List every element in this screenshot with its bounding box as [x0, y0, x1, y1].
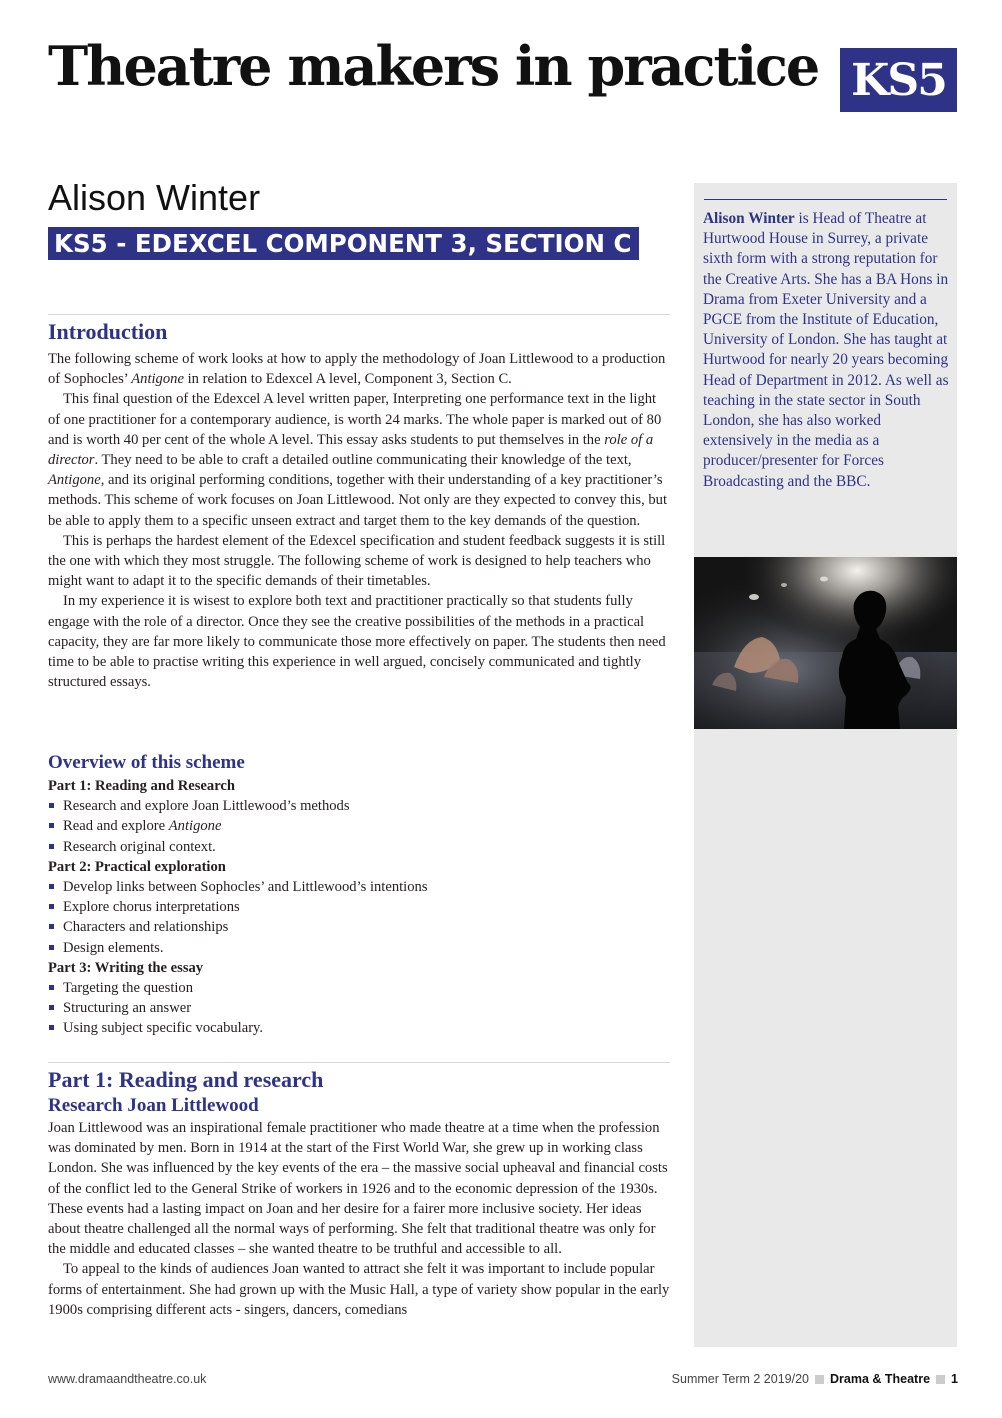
list-item: Develop links between Sophocles’ and Littlewood’s intentions — [48, 877, 670, 897]
rehearsal-photo — [694, 557, 957, 729]
part1-paragraph: Joan Littlewood was an inspirational female practitioner who made theatre at a time when the profession was dominated by men. Born in 1914 at the start of the First World War, she grew up in working class London. She was influenced by the key events of the era – the massive social upheaval and financial costs of the conflict led to the General Strike of workers in 1926 and to the economic depression of the 1930s. These events had a lasting impact on Joan and her desire for a fairer more inclusive society. Her ideas about theatre challenged all the normal ways of performing. She felt that traditional theatre was only for the middle and educated classes – she wanted theatre to be truthful and accessible to all. — [48, 1120, 668, 1258]
author-name: Alison Winter — [48, 177, 261, 218]
overview-section — [48, 751, 670, 1039]
part1-body — [48, 1118, 670, 1320]
overview-heading: Overview of this scheme — [48, 752, 245, 773]
intro-paragraph: In my experience it is wisest to explore both text and practitioner practically so that students fully engage with the role of a director. Once they see the creative possibilities of the methods in a practical capacity, they are far more likely to communicate those more effectively on paper. The students then need time to be able to practise writing this experience in well argued, concisely communicated and tightly structured essays. — [48, 593, 666, 691]
part1-section — [48, 1067, 670, 1320]
footer-url: www.dramaandtheatre.co.uk — [48, 1372, 207, 1386]
separator-square-icon — [936, 1375, 945, 1384]
list-item: Research and explore Joan Littlewood’s methods — [48, 796, 670, 816]
bio-name: Alison Winter — [703, 210, 795, 227]
footer-term: Summer Term 2 2019/20 — [671, 1372, 809, 1386]
intro-paragraph: This is perhaps the hardest element of the Edexcel specification and student feedback suggests it is still the one with which they most struggle. The following scheme of work is designed to help teachers who might want to adapt it to the specific demands of their timetables. — [48, 532, 666, 590]
list-item: Structuring an answer — [48, 998, 670, 1018]
overview-part2-title: Part 2: Practical exploration — [48, 858, 226, 875]
part1-paragraph: To appeal to the kinds of audiences Joan wanted to attract she felt it was important to include popular forms of entertainment. She had grown up with the Music Hall, a type of variety show popular in the early 1900s comprising different acts - singers, dancers, comedians — [48, 1261, 670, 1318]
footer-brand: Drama & Theatre — [830, 1372, 931, 1386]
introduction-heading: Introduction — [48, 319, 168, 344]
author-bio — [703, 209, 953, 492]
introduction-section — [48, 319, 670, 692]
footer-info — [672, 1372, 958, 1386]
list-item: Explore chorus interpretations — [48, 897, 670, 917]
ks5-badge: KS5 — [840, 48, 957, 112]
section-banner: KS5 - EDEXCEL COMPONENT 3, SECTION C — [48, 227, 639, 260]
sidebar-rule — [704, 199, 947, 200]
intro-paragraph: The following scheme of work looks at how to apply the methodology of Joan Littlewood to a production of Sophocles’ Antigone in relation to Edexcel A level, Component 3, Section C. — [48, 351, 666, 388]
author-sidebar — [694, 183, 957, 1347]
separator-square-icon — [815, 1375, 824, 1384]
introduction-body — [48, 349, 670, 692]
overview-part3-title: Part 3: Writing the essay — [48, 959, 204, 976]
bio-text: is Head of Theatre at Hurtwood House in Surrey, a private sixth form with a strong reputation for the Creative Arts. She has a BA Hons in Drama from Exeter University and a PGCE from the Institute of Education, University of London. She has taught at Hurtwood for nearly 20 years becoming Head of Department in 2012. As well as teaching in the state sector in South London, she has also worked extensively in the media as a producer/presenter for Forces Broadcasting and the BBC. — [703, 210, 949, 490]
part1-heading: Part 1: Reading and research — [48, 1067, 324, 1092]
page-number: 1 — [951, 1372, 958, 1386]
list-item: Read and explore Antigone — [48, 816, 670, 836]
section-divider — [48, 1062, 670, 1063]
list-item: Characters and relationships — [48, 917, 670, 937]
list-item: Research original context. — [48, 837, 670, 857]
section-divider — [48, 314, 670, 315]
part1-subheading: Research Joan Littlewood — [48, 1095, 259, 1116]
overview-part1-title: Part 1: Reading and Research — [48, 778, 236, 794]
list-item: Targeting the question — [48, 978, 670, 998]
intro-paragraph: This final question of the Edexcel A level written paper, Interpreting one performance text in the light of one practitioner for a contemporary audience, is worth 24 marks. The whole paper is marked out of 80 and is worth 40 per cent of the whole A level. This essay asks students to put themselves in the role of a director. They need to be able to craft a detailed outline communicating their knowledge of the text, Antigone, and its original performing conditions, together with their understanding of a key practitioner’s methods. This scheme of work focuses on Joan Littlewood. Not only are they expected to convey this, but be able to apply them to a specific unseen extract and target them to the key demands of the question. — [48, 391, 668, 529]
list-item: Using subject specific vocabulary. — [48, 1018, 670, 1038]
masthead-title: Theatre makers in practice — [48, 34, 819, 98]
list-item: Design elements. — [48, 938, 670, 958]
